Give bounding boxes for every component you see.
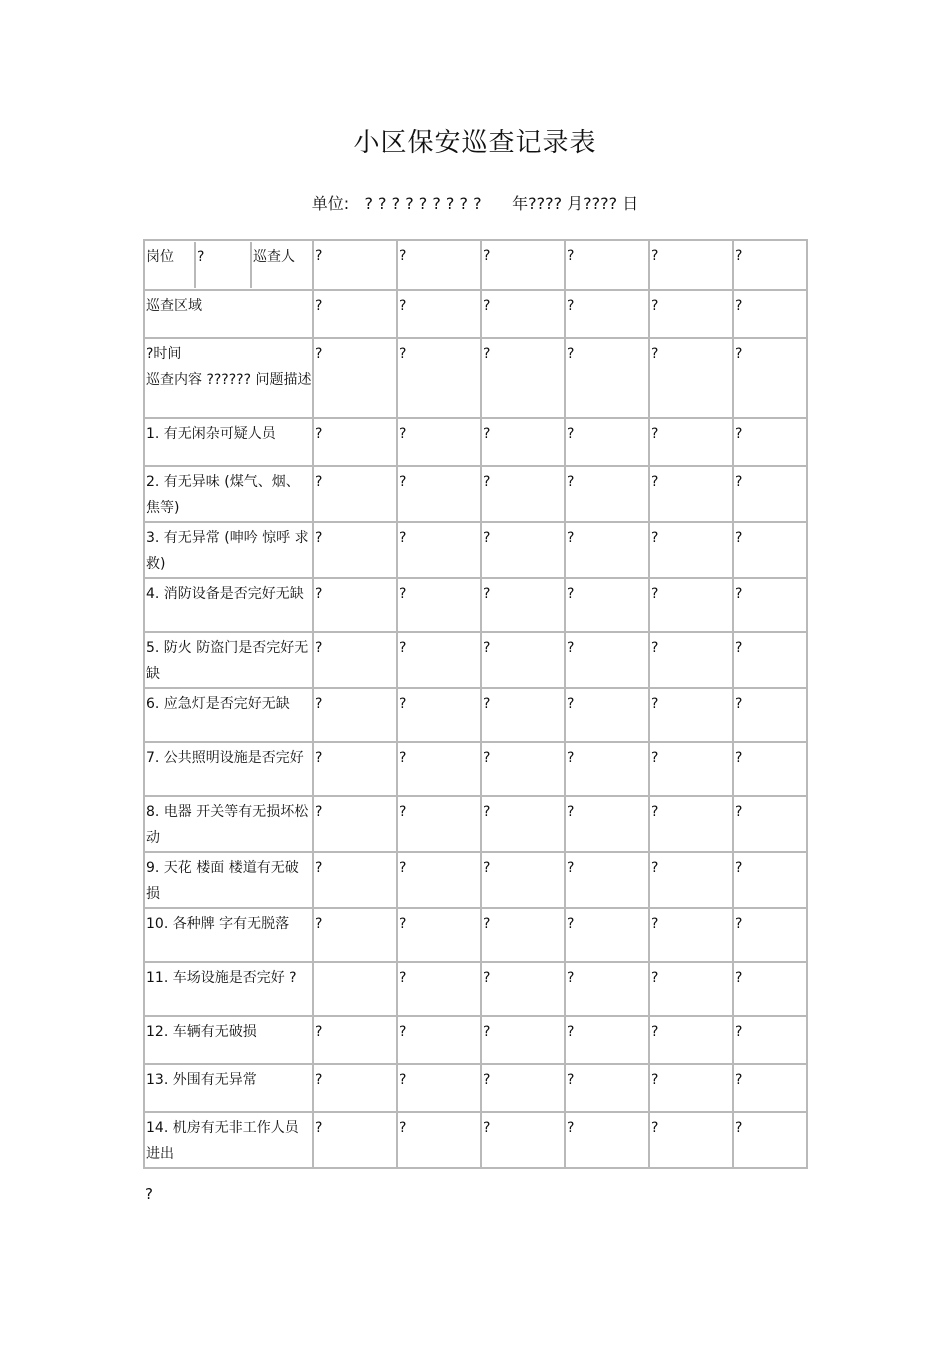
entry-cell[interactable]: ? bbox=[481, 632, 565, 688]
entry-cell[interactable]: ? bbox=[565, 466, 649, 522]
entry-cell[interactable]: ? bbox=[565, 578, 649, 632]
entry-cell[interactable]: ? bbox=[649, 240, 733, 290]
entry-cell[interactable]: ? bbox=[649, 796, 733, 852]
entry-cell[interactable]: ? bbox=[649, 1112, 733, 1168]
entry-cell[interactable]: ? bbox=[313, 908, 397, 962]
entry-cell[interactable]: ? bbox=[733, 742, 807, 796]
entry-cell[interactable]: ? bbox=[565, 1064, 649, 1112]
entry-cell[interactable]: ? bbox=[313, 290, 397, 338]
entry-cell[interactable]: ? bbox=[565, 742, 649, 796]
table-row bbox=[144, 742, 807, 796]
entry-cell[interactable]: ? bbox=[565, 418, 649, 466]
header-row-post bbox=[144, 240, 807, 290]
entry-cell[interactable]: ? bbox=[733, 852, 807, 908]
entry-cell[interactable]: ? bbox=[397, 522, 481, 578]
check-item-label: 14. 机房有无非工作人员进出 bbox=[144, 1112, 313, 1168]
check-item-label: 5. 防火 防盗门是否完好无缺 bbox=[144, 632, 313, 688]
entry-cell[interactable]: ? bbox=[565, 338, 649, 418]
entry-cell[interactable]: ? bbox=[733, 240, 807, 290]
entry-cell[interactable]: ? bbox=[649, 578, 733, 632]
entry-cell[interactable]: ? bbox=[397, 466, 481, 522]
entry-cell[interactable]: ? bbox=[481, 578, 565, 632]
entry-cell[interactable]: ? bbox=[481, 466, 565, 522]
check-item-label: 7. 公共照明设施是否完好 bbox=[144, 742, 313, 796]
entry-cell[interactable]: ? bbox=[481, 1064, 565, 1112]
entry-cell[interactable]: ? bbox=[481, 418, 565, 466]
entry-cell[interactable]: ? bbox=[649, 338, 733, 418]
patrol-record-table bbox=[143, 239, 808, 1169]
post-label: 岗位 bbox=[145, 242, 195, 288]
time-label: ?时间 bbox=[146, 346, 182, 362]
table-row bbox=[144, 632, 807, 688]
entry-cell[interactable] bbox=[313, 962, 397, 1016]
entry-cell[interactable]: ? bbox=[565, 908, 649, 962]
entry-cell[interactable]: ? bbox=[565, 290, 649, 338]
entry-cell[interactable]: ? bbox=[481, 1112, 565, 1168]
entry-cell[interactable]: ? bbox=[733, 908, 807, 962]
table-row bbox=[144, 908, 807, 962]
entry-cell[interactable]: ? bbox=[733, 1112, 807, 1168]
check-item-label: 8. 电器 开关等有无损坏松动 bbox=[144, 796, 313, 852]
entry-cell[interactable]: ? bbox=[565, 522, 649, 578]
entry-cell[interactable]: ? bbox=[397, 688, 481, 742]
unit-label: 单位: bbox=[311, 194, 350, 213]
entry-cell[interactable]: ? bbox=[481, 796, 565, 852]
entry-cell[interactable]: ? bbox=[733, 290, 807, 338]
entry-cell[interactable]: ? bbox=[565, 962, 649, 1016]
entry-cell[interactable]: ? bbox=[733, 962, 807, 1016]
check-item-label: 11. 车场设施是否完好 ? bbox=[144, 962, 313, 1016]
check-item-label: 10. 各种牌 字有无脱落 bbox=[144, 908, 313, 962]
entry-cell[interactable]: ? bbox=[565, 852, 649, 908]
entry-cell[interactable]: ? bbox=[733, 578, 807, 632]
unit-value: ? ? ? ? ? ? ? ? ? bbox=[364, 194, 482, 213]
entry-cell[interactable]: ? bbox=[313, 796, 397, 852]
entry-cell[interactable]: ? bbox=[481, 240, 565, 290]
entry-cell[interactable]: ? bbox=[313, 338, 397, 418]
entry-cell[interactable]: ? bbox=[733, 522, 807, 578]
entry-cell[interactable]: ? bbox=[565, 1016, 649, 1064]
entry-cell[interactable]: ? bbox=[313, 688, 397, 742]
entry-cell[interactable]: ? bbox=[649, 522, 733, 578]
page-title: 小区保安巡查记录表 bbox=[353, 128, 597, 158]
entry-cell[interactable]: ? bbox=[649, 908, 733, 962]
table-row bbox=[144, 1112, 807, 1168]
entry-cell[interactable]: ? bbox=[733, 632, 807, 688]
entry-cell[interactable]: ? bbox=[565, 688, 649, 742]
entry-cell[interactable]: ? bbox=[481, 962, 565, 1016]
area-label: 巡查区域 bbox=[144, 290, 313, 338]
entry-cell[interactable]: ? bbox=[313, 240, 397, 290]
entry-cell[interactable]: ? bbox=[649, 466, 733, 522]
table-row bbox=[144, 688, 807, 742]
entry-cell[interactable]: ? bbox=[397, 742, 481, 796]
entry-cell[interactable]: ? bbox=[313, 522, 397, 578]
entry-cell[interactable]: ? bbox=[565, 796, 649, 852]
inspector-label: 巡查人 bbox=[251, 242, 313, 288]
entry-cell[interactable]: ? bbox=[649, 632, 733, 688]
table-row bbox=[144, 522, 807, 578]
entry-cell[interactable]: ? bbox=[313, 1016, 397, 1064]
entry-cell[interactable]: ? bbox=[649, 852, 733, 908]
entry-cell[interactable]: ? bbox=[481, 742, 565, 796]
entry-cell[interactable]: ? bbox=[733, 688, 807, 742]
entry-cell[interactable]: ? bbox=[313, 852, 397, 908]
entry-cell[interactable]: ? bbox=[313, 742, 397, 796]
entry-cell[interactable]: ? bbox=[313, 632, 397, 688]
entry-cell[interactable]: ? bbox=[733, 418, 807, 466]
check-item-label: 6. 应急灯是否完好无缺 bbox=[144, 688, 313, 742]
entry-cell[interactable]: ? bbox=[397, 908, 481, 962]
table-row bbox=[144, 466, 807, 522]
entry-cell[interactable]: ? bbox=[397, 240, 481, 290]
entry-cell[interactable]: ? bbox=[313, 1112, 397, 1168]
entry-cell[interactable]: ? bbox=[481, 290, 565, 338]
post-inspector-cell bbox=[145, 241, 313, 289]
entry-cell[interactable]: ? bbox=[481, 688, 565, 742]
entry-cell[interactable]: ? bbox=[649, 418, 733, 466]
entry-cell[interactable]: ? bbox=[565, 240, 649, 290]
content-label: 巡查内容 ?????? 问题描述 bbox=[146, 372, 312, 388]
entry-cell[interactable]: ? bbox=[397, 578, 481, 632]
table-row bbox=[144, 418, 807, 466]
entry-cell[interactable]: ? bbox=[649, 290, 733, 338]
table-row bbox=[144, 578, 807, 632]
entry-cell[interactable]: ? bbox=[397, 290, 481, 338]
check-item-label: 4. 消防设备是否完好无缺 bbox=[144, 578, 313, 632]
entry-cell[interactable]: ? bbox=[397, 852, 481, 908]
entry-cell[interactable]: ? bbox=[481, 1016, 565, 1064]
header-row-area bbox=[144, 290, 807, 338]
check-item-label: 9. 天花 楼面 楼道有无破损 bbox=[144, 852, 313, 908]
check-item-label: 1. 有无闲杂可疑人员 bbox=[144, 418, 313, 466]
table-row bbox=[144, 1064, 807, 1112]
check-item-label: 12. 车辆有无破损 bbox=[144, 1016, 313, 1064]
entry-cell[interactable]: ? bbox=[733, 338, 807, 418]
table-row bbox=[144, 1016, 807, 1064]
entry-cell[interactable]: ? bbox=[565, 632, 649, 688]
form-meta bbox=[0, 191, 950, 214]
entry-cell[interactable]: ? bbox=[649, 962, 733, 1016]
entry-cell[interactable]: ? bbox=[397, 796, 481, 852]
footer-mark: ? bbox=[145, 1185, 153, 1203]
entry-cell[interactable]: ? bbox=[565, 1112, 649, 1168]
entry-cell[interactable]: ? bbox=[481, 852, 565, 908]
entry-cell[interactable]: ? bbox=[733, 796, 807, 852]
check-item-label: 3. 有无异常 (呻吟 惊呼 求救) bbox=[144, 522, 313, 578]
entry-cell[interactable]: ? bbox=[481, 338, 565, 418]
entry-cell[interactable]: ? bbox=[733, 1064, 807, 1112]
entry-cell[interactable]: ? bbox=[313, 466, 397, 522]
date-label: 年???? 月???? 日 bbox=[512, 194, 639, 213]
table-row bbox=[144, 796, 807, 852]
check-item-label: 2. 有无异味 (煤气、烟、焦等) bbox=[144, 466, 313, 522]
header-row-time bbox=[144, 338, 807, 418]
entry-cell[interactable]: ? bbox=[649, 1016, 733, 1064]
check-item-label: 13. 外围有无异常 bbox=[144, 1064, 313, 1112]
table-row bbox=[144, 962, 807, 1016]
entry-cell[interactable]: ? bbox=[313, 418, 397, 466]
entry-cell[interactable]: ? bbox=[397, 1016, 481, 1064]
entry-cell[interactable]: ? bbox=[649, 688, 733, 742]
entry-cell[interactable]: ? bbox=[397, 338, 481, 418]
entry-cell[interactable]: ? bbox=[649, 742, 733, 796]
table-row bbox=[144, 852, 807, 908]
entry-cell[interactable]: ? bbox=[733, 466, 807, 522]
entry-cell[interactable]: ? bbox=[397, 632, 481, 688]
entry-cell[interactable]: ? bbox=[397, 418, 481, 466]
entry-cell[interactable]: ? bbox=[481, 908, 565, 962]
post-value: ? bbox=[195, 242, 251, 288]
entry-cell[interactable]: ? bbox=[313, 578, 397, 632]
entry-cell[interactable]: ? bbox=[397, 962, 481, 1016]
entry-cell[interactable]: ? bbox=[313, 1064, 397, 1112]
time-content-cell bbox=[144, 338, 313, 418]
entry-cell[interactable]: ? bbox=[397, 1064, 481, 1112]
entry-cell[interactable]: ? bbox=[733, 1016, 807, 1064]
entry-cell[interactable]: ? bbox=[481, 522, 565, 578]
entry-cell[interactable]: ? bbox=[649, 1064, 733, 1112]
entry-cell[interactable]: ? bbox=[397, 1112, 481, 1168]
